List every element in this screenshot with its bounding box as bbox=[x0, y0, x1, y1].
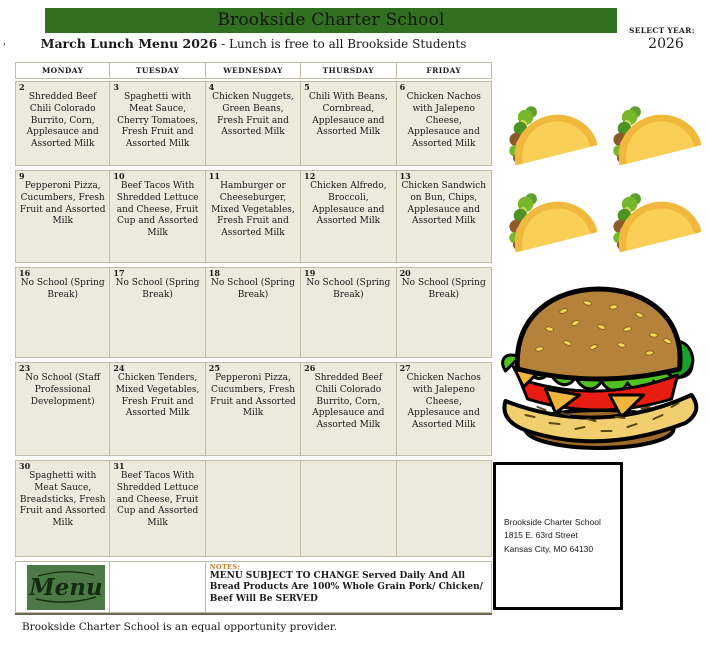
week-row-5 bbox=[15, 460, 492, 557]
year-select-dropdown[interactable]: 2026 bbox=[648, 36, 684, 52]
calendar-cell bbox=[15, 362, 110, 456]
cell-date: 10 bbox=[113, 171, 125, 181]
notes-label: NOTES: bbox=[209, 563, 241, 571]
calendar-cell bbox=[15, 267, 110, 358]
notes-row bbox=[15, 561, 492, 615]
calendar-cell bbox=[206, 267, 301, 358]
taco-image bbox=[601, 83, 701, 165]
address-line-2: 1815 E. 63rd Street bbox=[504, 530, 578, 541]
day-header-thursday: THURSDAY bbox=[301, 62, 396, 79]
cell-menu: Chicken Tenders, Mixed Vegetables, Fresh Fruit and Assorted Milk bbox=[115, 373, 200, 419]
cell-date: 16 bbox=[19, 268, 31, 278]
menu-free-note: - Lunch is free to all Brookside Students bbox=[221, 37, 467, 51]
calendar-cell bbox=[397, 267, 492, 358]
calendar-cell bbox=[15, 170, 110, 263]
cell-menu: Chicken Nuggets, Green Beans, Fresh Fruit and Assorted Milk bbox=[212, 92, 294, 138]
calendar-cell bbox=[206, 460, 301, 557]
cell-menu: No School (Spring Break) bbox=[20, 278, 105, 300]
taco-image bbox=[497, 170, 597, 252]
cell-menu: Beef Tacos With Shredded Lettuce and Cheese, Fruit Cup and Assorted Milk bbox=[116, 181, 199, 238]
cell-menu: Spaghetti with Meat Sauce, Breadsticks, Fresh Fruit and Assorted Milk bbox=[19, 471, 106, 528]
calendar-cell bbox=[110, 460, 205, 557]
calendar-cell bbox=[110, 81, 205, 166]
calendar-cell bbox=[397, 81, 492, 166]
cell-date: 17 bbox=[113, 268, 125, 278]
cell-date: 5 bbox=[304, 82, 310, 92]
cell-date: 31 bbox=[113, 461, 125, 471]
calendar-cell bbox=[15, 460, 110, 557]
cell-menu: Chicken Nachos with Jalepeno Cheese, Applesauce and Assorted Milk bbox=[406, 92, 481, 149]
cell-menu: Hamburger or Cheeseburger, Mixed Vegetables, Fresh Fruit and Assorted Milk bbox=[211, 181, 295, 238]
cell-date: 30 bbox=[19, 461, 31, 471]
cell-menu: No School (Spring Break) bbox=[401, 278, 486, 300]
cell-menu: Spaghetti with Meat Sauce, Cherry Tomatoes, Fresh Fruit and Assorted Milk bbox=[117, 92, 199, 149]
week-row-3 bbox=[15, 267, 492, 358]
calendar-cell bbox=[397, 460, 492, 557]
cell-date: 12 bbox=[304, 171, 316, 181]
cell-date: 25 bbox=[208, 363, 220, 373]
cell-date: 18 bbox=[208, 268, 220, 278]
empty-cell bbox=[110, 561, 205, 613]
cell-date: 23 bbox=[19, 363, 31, 373]
cell-menu: Chili With Beans, Cornbread, Applesauce and Assorted Milk bbox=[308, 92, 388, 138]
cell-menu: Pepperoni Pizza, Cucumbers, Fresh Fruit and Assorted Milk bbox=[210, 373, 296, 419]
calendar-cell bbox=[110, 267, 205, 358]
svg-text:Menu: Menu bbox=[29, 574, 103, 601]
menu-logo-cell bbox=[15, 561, 110, 613]
calendar-cell bbox=[301, 460, 396, 557]
day-header-tuesday: TUESDAY bbox=[110, 62, 205, 79]
calendar-cell bbox=[110, 170, 205, 263]
calendar-cell bbox=[15, 81, 110, 166]
cell-date: 4 bbox=[208, 82, 215, 92]
address-line-1: Brookside Charter School bbox=[504, 516, 601, 527]
menu-logo bbox=[27, 565, 105, 610]
calendar-cell bbox=[397, 170, 492, 263]
taco-image bbox=[601, 170, 701, 252]
cell-menu: No School (Spring Break) bbox=[306, 278, 391, 300]
cell-date: 11 bbox=[208, 171, 220, 181]
taco-image bbox=[497, 83, 597, 165]
notes-cell bbox=[206, 561, 492, 613]
calendar-cell bbox=[301, 170, 396, 263]
cell-menu: Chicken Sandwich on Bun, Chips, Applesauce and Assorted Milk bbox=[401, 181, 487, 227]
calendar-cell bbox=[301, 362, 396, 456]
cell-date: 9 bbox=[19, 171, 25, 181]
school-name-banner bbox=[45, 8, 617, 33]
select-year-label: SELECT YEAR: bbox=[629, 26, 695, 35]
calendar-cell bbox=[301, 81, 396, 166]
cell-menu: Chicken Alfredo, Broccoli, Applesauce and Assorted Milk bbox=[310, 181, 387, 227]
menu-script-graphic bbox=[28, 566, 104, 609]
day-header-row bbox=[15, 62, 492, 79]
notes-text: MENU SUBJECT TO CHANGE Served Daily And All Bread Products Are 100% Whole Grain Pork/ Chicken/ Beef Will Be SERVED bbox=[209, 571, 483, 604]
day-header-wednesday: WEDNESDAY bbox=[206, 62, 301, 79]
cell-date: 27 bbox=[399, 363, 411, 373]
calendar-cell bbox=[206, 170, 301, 263]
hamburger-image bbox=[490, 271, 708, 453]
address-box bbox=[493, 462, 623, 610]
cell-menu: No School (Spring Break) bbox=[211, 278, 295, 300]
cell-date: 13 bbox=[399, 171, 411, 181]
cell-menu: Beef Tacos With Shredded Lettuce and Cheese, Fruit Cup and Assorted Milk bbox=[116, 471, 199, 528]
week-row-1 bbox=[15, 81, 492, 166]
calendar-cell bbox=[110, 362, 205, 456]
cell-menu: Pepperoni Pizza, Cucumbers, Fresh Fruit and Assorted Milk bbox=[19, 181, 106, 227]
calendar-cell bbox=[301, 267, 396, 358]
calendar-cell bbox=[206, 81, 301, 166]
cell-menu: No School (Spring Break) bbox=[115, 278, 200, 300]
day-header-monday: MONDAY bbox=[15, 62, 110, 79]
calendar-grid bbox=[15, 62, 492, 615]
cell-menu: Shredded Beef Chili Colorado Burrito, Corn, Applesauce and Assorted Milk bbox=[26, 92, 99, 149]
day-header-friday: FRIDAY bbox=[397, 62, 492, 79]
cell-menu: Chicken Nachos with Jalepeno Cheese, Applesauce and Assorted Milk bbox=[406, 373, 481, 430]
cell-date: 20 bbox=[399, 268, 411, 278]
address-line-3: Kansas City, MO 64130 bbox=[504, 543, 594, 554]
cell-date: 26 bbox=[304, 363, 316, 373]
cell-date: 6 bbox=[399, 82, 406, 92]
cell-menu: No School (Staff Professional Development) bbox=[25, 373, 101, 407]
school-name: Brookside Charter School bbox=[217, 10, 445, 30]
cell-date: 24 bbox=[113, 363, 125, 373]
week-row-2 bbox=[15, 170, 492, 263]
equal-opportunity-note: Brookside Charter School is an equal opportunity provider. bbox=[22, 621, 338, 633]
cell-date: 3 bbox=[113, 82, 119, 92]
menu-title: March Lunch Menu 2026 bbox=[40, 36, 218, 51]
calendar-cell bbox=[397, 362, 492, 456]
cell-date: 19 bbox=[304, 268, 316, 278]
stray-mark: , bbox=[3, 36, 7, 47]
calendar-cell bbox=[206, 362, 301, 456]
week-row-4 bbox=[15, 362, 492, 456]
cell-menu: Shredded Beef Chili Colorado Burrito, Corn, Applesauce and Assorted Milk bbox=[312, 373, 385, 430]
menu-subtitle-line bbox=[15, 36, 492, 51]
cell-date: 2 bbox=[19, 82, 25, 92]
